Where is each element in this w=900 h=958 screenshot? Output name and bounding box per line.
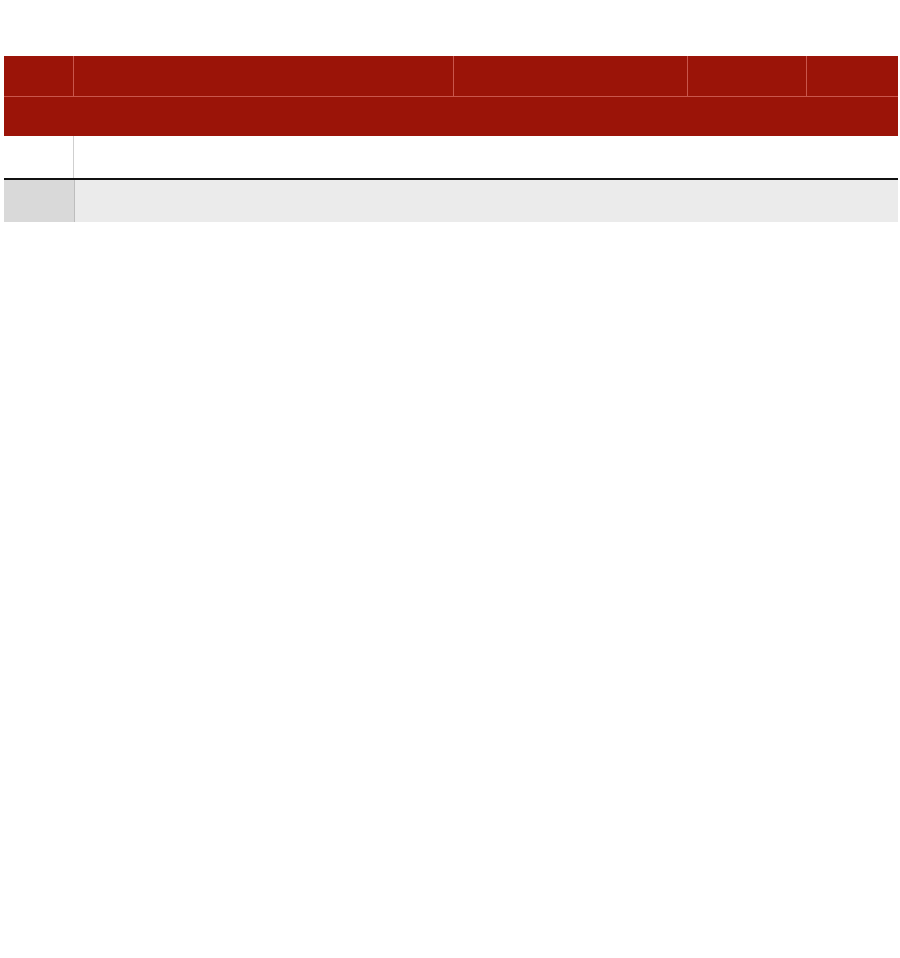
section-title	[4, 96, 898, 136]
page-title	[0, 18, 900, 44]
header-puntaje	[688, 56, 807, 96]
header-rank	[4, 56, 74, 96]
standings-table	[4, 56, 898, 222]
table-header	[4, 56, 898, 96]
header-entidad	[454, 56, 688, 96]
header-malos	[807, 56, 898, 96]
table-footer	[4, 180, 898, 222]
footer-rank-cell	[4, 180, 74, 222]
subsection-spacer	[4, 136, 74, 178]
footer-empty-cell	[74, 180, 898, 222]
header-escuadron	[74, 56, 454, 96]
subsection-row	[4, 136, 898, 178]
subsection-title	[74, 136, 898, 178]
